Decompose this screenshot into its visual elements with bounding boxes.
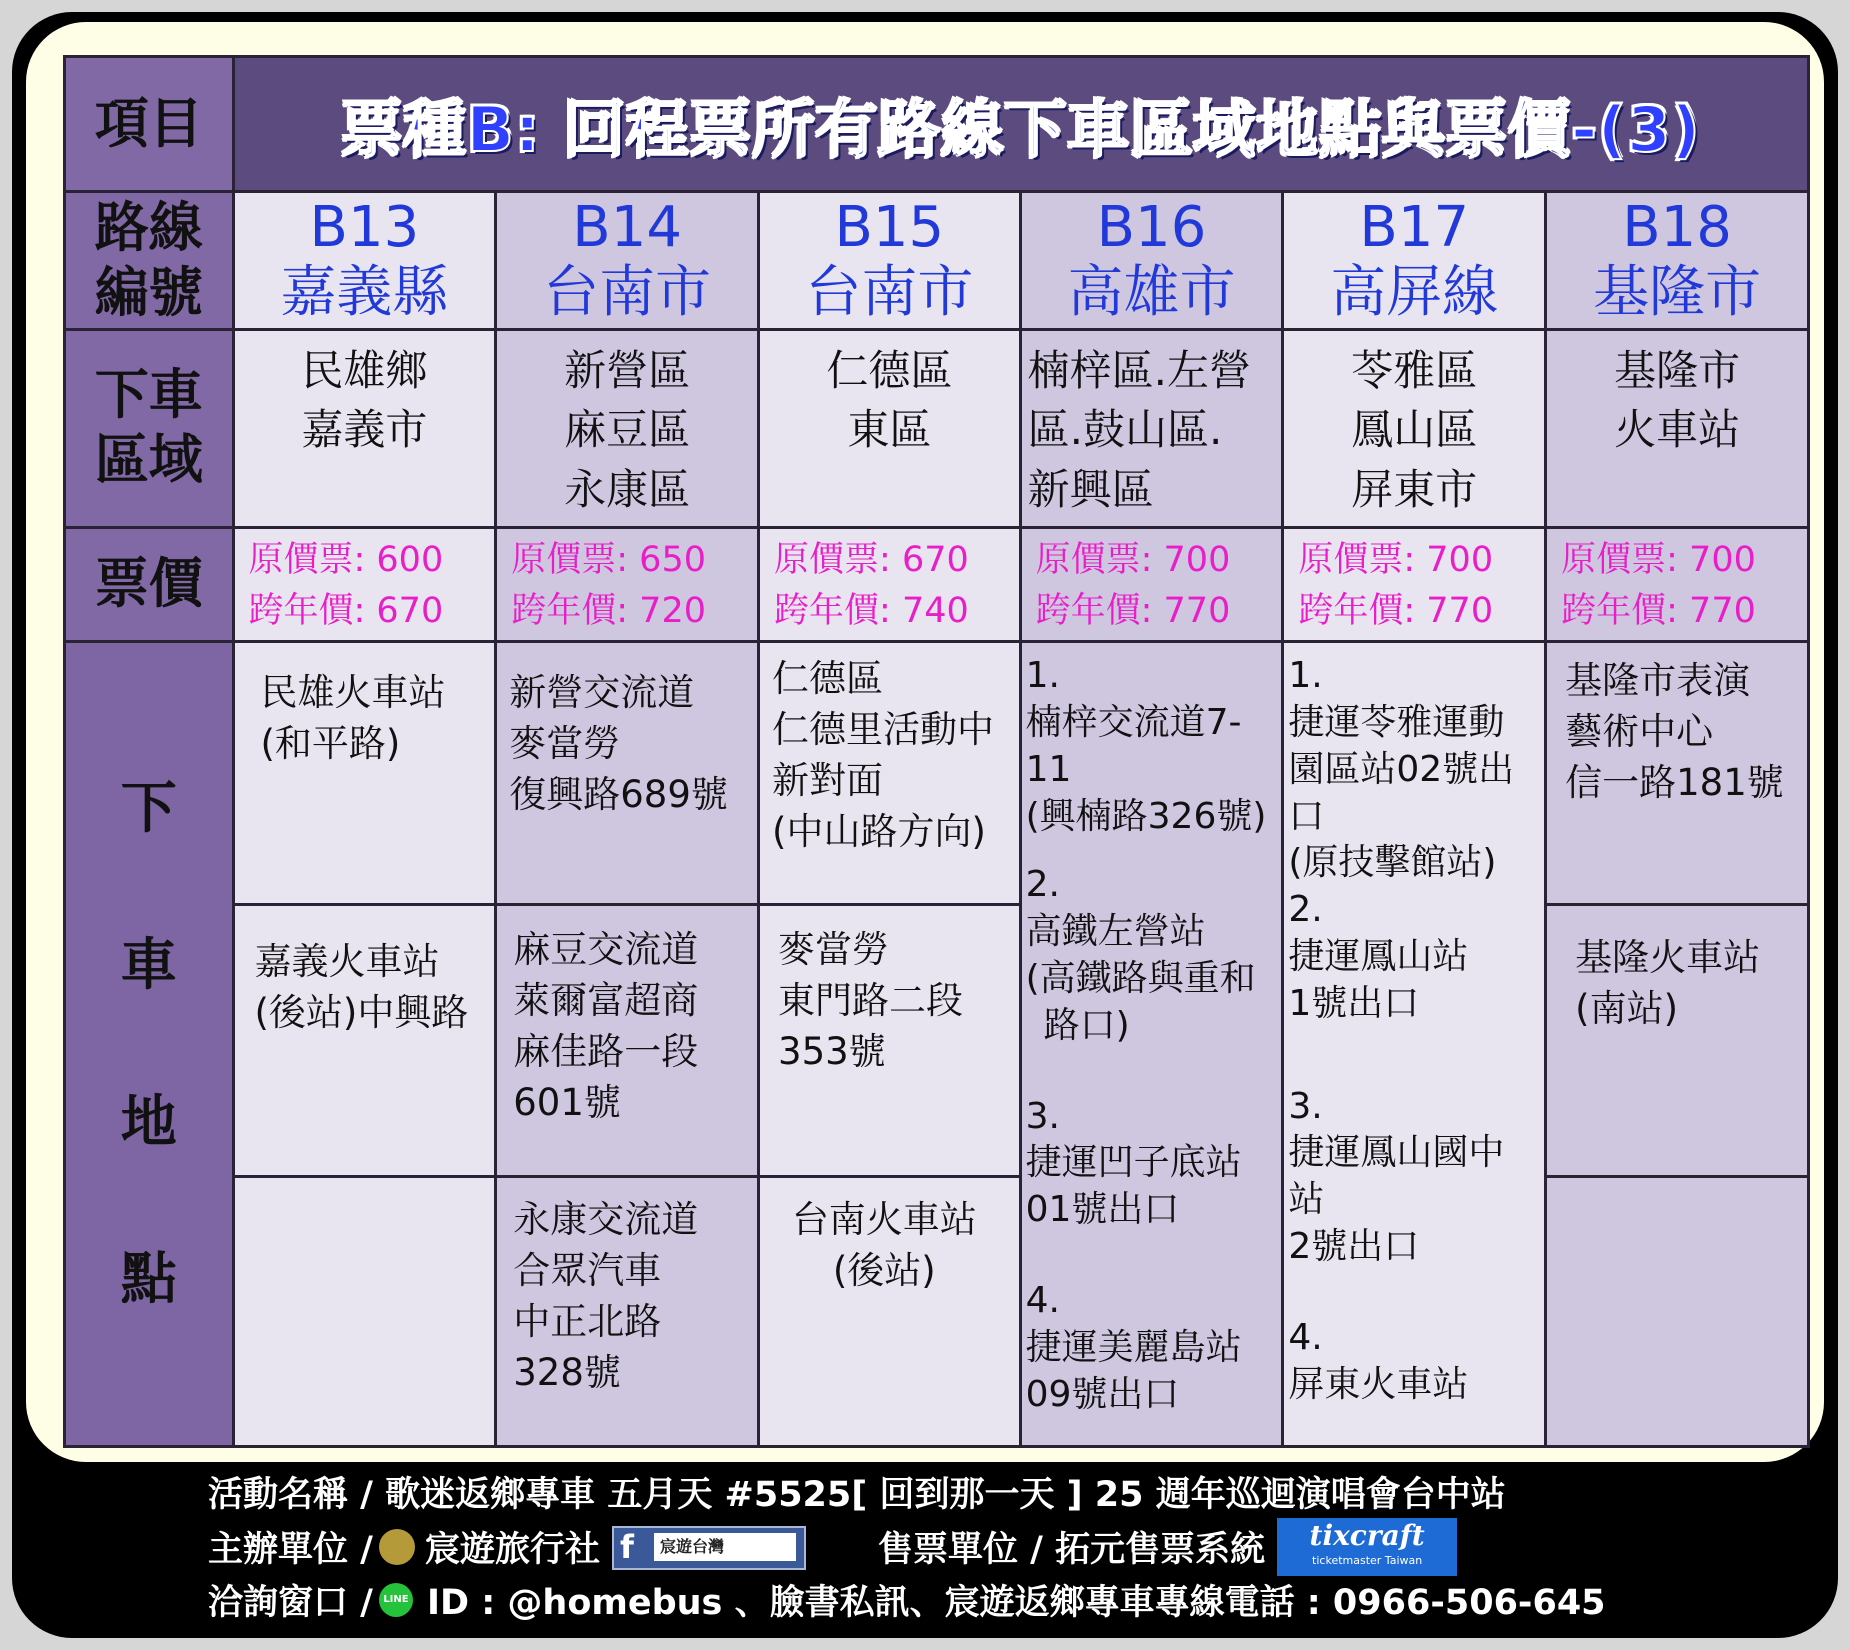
price-b16 [1020,528,1283,642]
stop-line: 園區站02號出口 [1288,748,1515,837]
footer-event-row [208,1468,1808,1522]
route-city: 嘉義縣 [280,259,449,325]
stop-b13-1 [233,642,496,905]
route-code: B18 [1622,195,1732,261]
stop-b18-1 [1546,642,1809,905]
stop-line: 麻豆交流道 [513,927,699,971]
stop-line: 信一路181號 [1565,761,1784,805]
original-price: 原價票: 700 [1298,540,1494,580]
stop-b14-3 [496,1177,759,1447]
tixcraft-logo[interactable] [1277,1518,1457,1576]
stop-line: 嘉義火車站 [254,939,440,983]
stop-line: 328號 [513,1351,621,1395]
route-label [65,192,234,329]
stop-line: (南站) [1575,986,1679,1030]
stop-b18-3 [1546,1177,1809,1447]
facebook-icon: f [619,1528,634,1566]
area-line: 區.鼓山區. [1027,405,1223,455]
route-label-line2: 編號 [94,260,203,324]
stop-label-char: 下 [120,775,177,841]
area-label-line2: 區域 [94,428,203,492]
area-line: 新營區 [564,345,691,395]
area-line: 鳳山區 [1351,405,1478,455]
stop-b15-1 [759,642,1021,905]
stop-line: 2號出口 [1288,1226,1420,1268]
route-city: 台南市 [805,259,974,325]
route-b14 [496,192,759,329]
stop-line: 09號出口 [1025,1373,1180,1415]
area-line: 屏東市 [1351,464,1478,514]
route-code: B13 [309,195,420,261]
facebook-page-badge[interactable] [612,1526,806,1570]
area-b13 [233,329,496,527]
stop-line: 4. [1025,1280,1060,1322]
route-b17 [1283,192,1546,329]
stop-label-char: 點 [120,1247,177,1313]
contact-label: 洽詢窗口 / [208,1583,373,1623]
stop-line: 01號出口 [1025,1189,1180,1231]
stop-line [1026,840,1278,862]
stop-b15-3 [759,1177,1021,1447]
stop-line: (中山路方向) [772,810,986,854]
stop-line: 民雄火車站 [260,671,446,715]
fare-table [63,55,1810,1448]
area-line: 東區 [847,405,932,455]
tixcraft-logo-sub: ticketmaster Taiwan [1312,1554,1423,1567]
stop-line: 路口) [1043,1004,1130,1046]
stop-line: 藝術中心 [1565,710,1714,754]
area-b18 [1546,329,1809,527]
route-code: B14 [572,195,682,261]
stop-line: (高鐵路與重和 [1025,958,1256,1000]
facebook-page-name: 宸遊台灣 [654,1533,796,1561]
stop-line: 中正北路 [513,1300,662,1344]
area-label [65,329,234,527]
price-b17 [1283,528,1546,642]
stop-line: 2. [1288,889,1323,931]
stop-line: (後站)中興路 [254,990,469,1034]
newyear-price: 跨年價: 770 [1298,590,1494,631]
area-b14 [496,329,759,527]
route-city: 高屏線 [1330,259,1499,325]
stop-line: 東門路二段 [778,978,964,1022]
stop-line: 合眾汽車 [513,1249,662,1293]
stop-line: (原技擊館站) [1288,842,1497,884]
footer-organizer-row [208,1519,1808,1576]
organizer-label: 主辦單位 / [208,1530,373,1570]
stop-line: 永康交流道 [513,1198,699,1242]
price-b14 [496,528,759,642]
newyear-price: 跨年價: 770 [1561,590,1756,631]
route-city: 高雄市 [1067,259,1236,325]
route-b15 [759,192,1021,329]
area-label-line1: 下車 [94,363,203,427]
stop-line: 1. [1025,655,1060,697]
area-line: 楠梓區.左營 [1027,345,1251,395]
stop-line: 捷運鳳山站 [1288,936,1469,978]
stop-line: 楠梓交流道7-11 [1025,702,1242,790]
stop-b16 [1020,642,1283,1447]
stop-line: 2. [1025,864,1060,906]
stop-line: 捷運鳳山國中站 [1288,1132,1505,1221]
area-line: 民雄鄉 [301,345,428,395]
route-code: B17 [1359,195,1470,261]
stop-line [1026,1234,1278,1278]
newyear-price: 跨年價: 670 [248,590,444,631]
original-price: 原價票: 600 [248,540,444,580]
page-title-cell [233,57,1809,192]
area-b16 [1020,329,1283,527]
stop-b15-2 [759,904,1021,1176]
newyear-price: 跨年價: 720 [511,590,706,631]
stop-line [1288,1271,1540,1315]
area-line: 仁德區 [826,345,953,395]
stop-line: 353號 [778,1029,886,1073]
stop-line: 3. [1288,1085,1323,1127]
stop-line: 麻佳路一段 [513,1029,699,1073]
area-line: 麻豆區 [564,405,691,455]
stop-line: (興楠路326號) [1025,795,1267,837]
line-app-icon: LINE [379,1583,413,1617]
stop-line: 基隆市表演 [1565,659,1751,703]
original-price: 原價票: 700 [1035,540,1231,580]
stop-line: 捷運美麗島站 [1025,1326,1242,1368]
stop-b14-1 [496,642,759,905]
stop-line: 新營交流道 [509,671,695,715]
stop-line: 萊爾富超商 [513,978,699,1022]
area-line: 嘉義市 [301,405,428,455]
footer [208,1468,1808,1630]
stop-line [1288,1028,1540,1072]
newyear-price: 跨年價: 740 [774,590,969,631]
stop-line: 4. [1288,1316,1323,1358]
tixcraft-logo-text: tixcraft [1309,1519,1425,1552]
area-line: 苓雅區 [1351,345,1478,395]
area-b15 [759,329,1021,527]
organizer-name: 宸遊旅行社 [424,1530,600,1570]
original-price: 原價票: 700 [1561,540,1756,580]
stop-line: 麥當勞 [778,927,890,971]
footer-contact-row [208,1576,1808,1630]
stop-line: 捷運凹子底站 [1025,1142,1242,1184]
stop-line: 基隆火車站 [1575,935,1761,979]
route-label-line1: 路線 [94,195,203,259]
page-title: 票種B: 回程票所有路線下車區域地點與票價-(3) [340,92,1701,166]
stop-b14-2 [496,904,759,1176]
stop-line: 3. [1025,1095,1060,1137]
stop-line: 1. [1288,655,1323,697]
original-price: 原價票: 670 [774,540,969,580]
area-line: 基隆市 [1614,345,1741,395]
stop-label-char: 車 [120,932,177,998]
stop-b17 [1283,642,1546,1447]
area-b17 [1283,329,1546,527]
price-b15 [759,528,1021,642]
stop-line: 1號出口 [1288,982,1420,1024]
route-city: 基隆市 [1593,259,1762,325]
stop-b18-2 [1546,904,1809,1176]
area-line: 永康區 [564,464,691,514]
route-b13 [233,192,496,329]
stop-line: 復興路689號 [509,773,728,817]
route-code: B15 [834,195,945,261]
fare-card [26,22,1824,1462]
newyear-price: 跨年價: 770 [1035,590,1231,631]
price-b18 [1546,528,1809,642]
price-label: 票價 [65,528,234,642]
route-b16 [1020,192,1283,329]
area-line: 新興區 [1027,464,1154,514]
route-b18 [1546,192,1809,329]
stop-line: 捷運苓雅運動 [1288,702,1505,744]
stop-line: 仁德里活動中 [772,708,995,752]
stop-b13-3 [233,1177,496,1447]
event-name: 活動名稱 / 歌迷返鄉專車 五月天 #5525[ 回到那一天 ] 25 週年巡迴演唱會台中站 [208,1475,1506,1515]
stop-line: 麥當勞 [509,722,621,766]
travel-agency-logo-icon [379,1529,415,1565]
stop-line: 高鐵左營站 [1025,911,1206,953]
stop-line: 601號 [513,1080,621,1124]
stop-b13-2 [233,904,496,1176]
stop-line [1288,1072,1540,1084]
stop-line: (後站) [832,1249,936,1293]
ticketing-info: 售票單位 / 拓元售票系統 [877,1530,1266,1570]
stop-line [1026,1050,1278,1094]
original-price: 原價票: 650 [511,540,706,580]
stop-line: 台南火車站 [791,1198,977,1242]
route-code: B16 [1096,195,1207,261]
outer-frame [12,12,1838,1638]
stop-label-char: 地 [120,1090,177,1156]
stop-line: (和平路) [260,722,401,766]
price-b13 [233,528,496,642]
route-city: 台南市 [543,259,712,325]
item-label: 項目 [65,57,234,192]
stop-line: 仁德區 [772,657,884,701]
contact-info: ID : @homebus 、臉書私訊、宸遊返鄉專車專線電話 : 0966-506-645 [426,1583,1606,1623]
stop-line: 屏東火車站 [1288,1363,1469,1405]
stop-label [65,642,234,1447]
area-line: 火車站 [1614,405,1741,455]
stop-line: 新對面 [772,759,884,803]
